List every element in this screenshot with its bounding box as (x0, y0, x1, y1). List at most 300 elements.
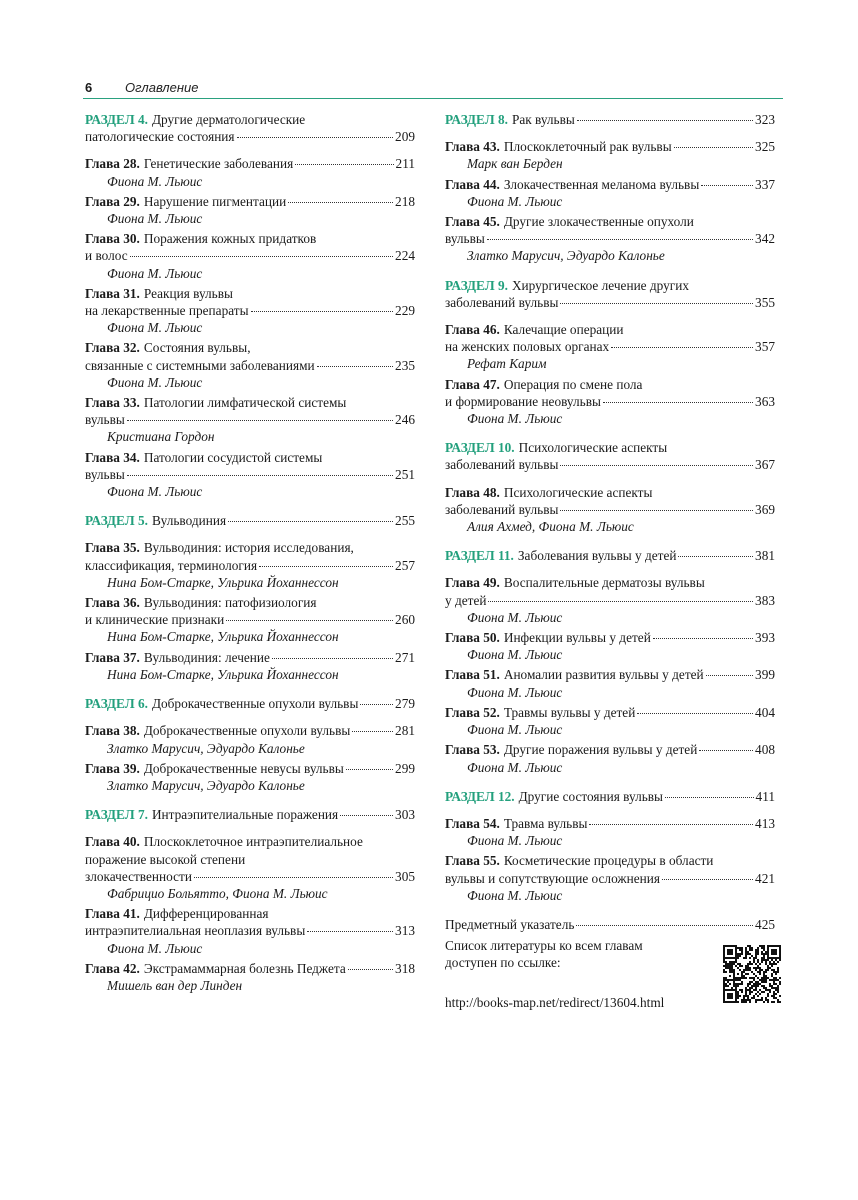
page-number-ref: 246 (395, 412, 415, 428)
chapter-label: Глава 50. (445, 630, 500, 646)
entry-title: злокачественности (85, 868, 192, 884)
chapter-label: Глава 28. (85, 156, 140, 172)
toc-line (445, 916, 775, 933)
toc-chapter[interactable] (85, 539, 415, 591)
entry-title: Интраэпителиальные поражения (151, 807, 339, 823)
page-number-ref: 224 (395, 248, 415, 264)
entry-title: на лекарственные препараты (85, 303, 249, 319)
page-number: 6 (85, 80, 93, 95)
chapter-label: Глава 52. (445, 704, 500, 720)
chapter-author: Нина Бом-Старке, Ульрика Йоханнессон (107, 666, 339, 682)
chapter-label: Глава 39. (85, 760, 140, 776)
toc-chapter[interactable] (445, 321, 775, 373)
entry-title: и клинические признаки (85, 612, 225, 628)
page-number-ref: 251 (395, 466, 415, 482)
chapter-author: Фиона М. Льюис (467, 609, 563, 625)
entry-title: Инфекции вульвы у детей (503, 630, 651, 646)
chapter-author: Фиона М. Льюис (107, 320, 203, 336)
toc-chapter[interactable] (445, 629, 775, 663)
toc-section[interactable] (445, 277, 775, 311)
toc-chapter[interactable] (85, 449, 415, 501)
entry-title: Заболевания вульвы у детей (517, 548, 677, 564)
toc-line (445, 176, 775, 193)
entry-title: Вульводиния: патофизиология (143, 595, 317, 611)
dot-leader (706, 675, 753, 676)
toc-line (445, 277, 775, 294)
chapter-label: Глава 29. (85, 193, 140, 209)
toc-chapter[interactable] (85, 760, 415, 794)
entry-title: Травма вульвы (503, 815, 588, 831)
entry-title: интраэпителиальная неоплазия вульвы (85, 923, 306, 939)
toc-section[interactable] (85, 695, 415, 712)
entry-title: Плоскоклеточный рак вульвы (503, 139, 672, 155)
chapter-author: Фиона М. Льюис (107, 940, 203, 956)
dot-leader (662, 879, 753, 880)
section-label: РАЗДЕЛ 9. (445, 277, 508, 293)
dot-leader (678, 556, 753, 557)
dot-leader (127, 475, 393, 476)
dot-leader (665, 797, 754, 798)
dot-leader (487, 239, 753, 240)
chapter-label: Глава 43. (445, 139, 500, 155)
toc-section[interactable] (85, 111, 415, 145)
chapter-author: Златко Марусич, Эдуардо Калонье (107, 740, 305, 756)
page-number-ref: 299 (395, 760, 415, 776)
page-number-ref: 369 (755, 501, 775, 517)
toc-line (85, 449, 415, 466)
page-number-ref: 218 (395, 193, 415, 209)
toc-line (445, 501, 775, 518)
toc-chapter[interactable] (85, 594, 415, 646)
chapter-author: Фиона М. Льюис (467, 722, 563, 738)
dot-leader (611, 347, 753, 348)
page-number-ref: 367 (755, 457, 775, 473)
running-title: Оглавление (125, 80, 199, 95)
toc-line (445, 574, 775, 591)
chapter-author: Кристиана Гордон (107, 429, 215, 445)
chapter-label: Глава 49. (445, 575, 500, 591)
toc-line (445, 788, 775, 805)
entry-title: Другие злокачественные опухоли (503, 214, 694, 230)
chapter-label: Глава 44. (445, 176, 500, 192)
chapter-label: Глава 45. (445, 214, 500, 230)
entry-title: Поражения кожных придатков (143, 231, 317, 247)
dot-leader (340, 815, 393, 816)
toc-line (445, 393, 775, 410)
toc-line (85, 922, 415, 939)
toc-section[interactable] (445, 111, 775, 128)
chapter-label: Глава 48. (445, 484, 500, 500)
toc-line (85, 128, 415, 145)
page-number-ref: 411 (755, 788, 775, 804)
chapter-label: Глава 53. (445, 742, 500, 758)
toc-line (85, 833, 415, 850)
toc-line (445, 213, 775, 230)
entry-title: Доброкачественные опухоли вульвы (151, 696, 359, 712)
dot-leader (560, 465, 753, 466)
page-number-ref: 313 (395, 923, 415, 939)
dot-leader (352, 731, 393, 732)
dot-leader (295, 164, 393, 165)
toc-line (85, 193, 415, 210)
page-number-ref: 281 (395, 723, 415, 739)
chapter-label: Глава 42. (85, 960, 140, 976)
entry-title: Косметические процедуры в области (503, 853, 714, 869)
toc-line (445, 870, 775, 887)
chapter-label: Глава 41. (85, 906, 140, 922)
section-label: РАЗДЕЛ 5. (85, 513, 148, 529)
page-number-ref: 235 (395, 357, 415, 373)
dot-leader (288, 202, 393, 203)
toc-chapter[interactable] (85, 155, 415, 189)
dot-leader (130, 256, 393, 257)
dot-leader (699, 750, 753, 751)
literature-text-line: доступен по ссылке: (445, 955, 561, 971)
literature-note (445, 937, 775, 1011)
entry-title: Другие дерматологические (151, 112, 306, 127)
dot-leader (488, 601, 753, 602)
entry-title: Рак вульвы (511, 112, 575, 127)
toc-chapter[interactable] (445, 213, 775, 265)
page-number-ref: 408 (755, 742, 775, 758)
dot-leader (317, 366, 393, 367)
entry-title: Реакция вульвы (143, 285, 233, 301)
page-number-ref: 323 (755, 112, 775, 127)
entry-title: Доброкачественные невусы вульвы (143, 760, 344, 776)
toc-line (85, 247, 415, 264)
chapter-author: Фабрицио Больятто, Фиона М. Льюис (107, 885, 328, 901)
page-number-ref: 381 (755, 548, 775, 564)
entry-title: Хирургическое лечение других (511, 277, 690, 293)
entry-title: заболеваний вульвы (445, 457, 559, 473)
entry-title: поражение высокой степени (85, 851, 246, 867)
entry-title: Психологические аспекты (518, 440, 668, 456)
toc-line (85, 722, 415, 739)
section-label: РАЗДЕЛ 4. (85, 112, 148, 127)
toc-section[interactable] (85, 806, 415, 823)
toc-chapter[interactable] (85, 905, 415, 957)
toc-line (445, 376, 775, 393)
toc-line (85, 155, 415, 172)
chapter-label: Глава 33. (85, 395, 140, 411)
entry-title: Другие поражения вульвы у детей (503, 742, 698, 758)
toc-line (85, 760, 415, 777)
chapter-author: Алия Ахмед, Фиона М. Льюис (467, 519, 634, 535)
toc-line (85, 557, 415, 574)
entry-title: вульвы (445, 231, 485, 247)
toc-chapter[interactable] (445, 376, 775, 428)
toc-chapter[interactable] (445, 666, 775, 700)
chapter-label: Глава 46. (445, 322, 500, 338)
toc-line (445, 704, 775, 721)
entry-title: на женских половых органах (445, 339, 610, 355)
dot-leader (251, 311, 394, 312)
chapter-author: Златко Марусич, Эдуардо Калонье (467, 248, 665, 264)
dot-leader (653, 638, 753, 639)
toc-chapter[interactable] (445, 176, 775, 210)
toc-chapter[interactable] (445, 815, 775, 849)
dot-leader (603, 402, 753, 403)
chapter-author: Нина Бом-Старке, Ульрика Йоханнессон (107, 629, 339, 645)
entry-title: классификация, терминология (85, 557, 258, 573)
dot-leader (360, 704, 393, 705)
page-number-ref: 393 (755, 630, 775, 646)
toc-line (445, 294, 775, 311)
toc-left-column (85, 111, 415, 997)
chapter-label: Глава 36. (85, 595, 140, 611)
page-number-ref: 363 (755, 393, 775, 409)
page-number-ref: 305 (395, 868, 415, 884)
dot-leader (259, 566, 393, 567)
entry-title: Доброкачественные опухоли вульвы (143, 723, 351, 739)
toc-line (445, 547, 775, 564)
toc-chapter[interactable] (445, 574, 775, 626)
toc-line (85, 806, 415, 823)
chapter-label: Глава 51. (445, 667, 500, 683)
toc-chapter[interactable] (85, 285, 415, 337)
entry-title: Вульводиния: история исследования, (143, 540, 354, 556)
toc-line (85, 868, 415, 885)
entry-title: Злокачественная меланома вульвы (503, 176, 700, 192)
entry-title: Психологические аспекты (503, 484, 653, 500)
dot-leader (560, 303, 753, 304)
page-number-ref: 260 (395, 612, 415, 628)
page-number-ref: 257 (395, 557, 415, 573)
page-number-ref: 303 (395, 807, 415, 823)
chapter-label: Глава 30. (85, 231, 140, 247)
toc-chapter[interactable] (445, 138, 775, 172)
dot-leader (237, 137, 394, 138)
dot-leader (346, 769, 393, 770)
chapter-author: Фиона М. Льюис (467, 833, 563, 849)
header-rule (83, 98, 783, 99)
dot-leader (307, 931, 393, 932)
chapter-label: Глава 35. (85, 540, 140, 556)
toc-chapter[interactable] (445, 704, 775, 738)
entry-title: Вульводиния: лечение (143, 649, 270, 665)
page-number-ref: 413 (755, 815, 775, 831)
chapter-label: Глава 32. (85, 340, 140, 356)
dot-leader (228, 521, 393, 522)
chapter-label: Глава 38. (85, 723, 140, 739)
chapter-label: Глава 31. (85, 285, 140, 301)
toc-line (85, 539, 415, 556)
toc-chapter[interactable] (85, 394, 415, 446)
chapter-label: Глава 34. (85, 449, 140, 465)
toc-chapter[interactable] (85, 833, 415, 902)
toc-line (85, 394, 415, 411)
entry-title: Плоскоклеточное интраэпителиальное (143, 834, 363, 850)
chapter-author: Фиона М. Льюис (467, 647, 563, 663)
entry-title: Другие состояния вульвы (518, 788, 663, 804)
chapter-author: Фиона М. Льюис (107, 211, 203, 227)
entry-title: заболеваний вульвы (445, 501, 559, 517)
toc-line (85, 466, 415, 483)
toc-section[interactable] (445, 547, 775, 564)
chapter-label: Глава 37. (85, 649, 140, 665)
page-number-ref: 425 (755, 916, 775, 932)
toc-line (85, 960, 415, 977)
toc-chapter[interactable] (445, 852, 775, 904)
toc-line (445, 230, 775, 247)
chapter-author: Фиона М. Льюис (107, 173, 203, 189)
toc-line (445, 456, 775, 473)
entry-title: вульвы (85, 412, 125, 428)
toc-line (445, 111, 775, 128)
page-number-ref: 342 (755, 231, 775, 247)
page-number-ref: 404 (755, 704, 775, 720)
entry-title: заболеваний вульвы (445, 294, 559, 310)
toc-chapter[interactable] (85, 722, 415, 756)
chapter-author: Фиона М. Льюис (107, 484, 203, 500)
toc-line (85, 851, 415, 868)
chapter-author: Фиона М. Льюис (467, 684, 563, 700)
chapter-author: Фиона М. Льюис (467, 411, 563, 427)
toc-line (445, 815, 775, 832)
page-number-ref: 399 (755, 667, 775, 683)
entry-title: Предметный указатель (445, 916, 575, 932)
entry-title: Патологии лимфатической системы (143, 395, 347, 411)
literature-text-line: Список литературы ко всем главам (445, 938, 643, 954)
toc-section[interactable] (445, 788, 775, 805)
toc-line (445, 592, 775, 609)
toc-chapter[interactable] (85, 230, 415, 282)
dot-leader (701, 185, 753, 186)
toc-section[interactable] (85, 512, 415, 529)
toc-index-entry[interactable] (445, 916, 775, 933)
dot-leader (348, 969, 393, 970)
entry-title: патологические состояния (85, 129, 235, 145)
entry-title: Дифференцированная (143, 906, 269, 922)
dot-leader (272, 658, 393, 659)
chapter-label: Глава 55. (445, 853, 500, 869)
dot-leader (674, 147, 753, 148)
dot-leader (560, 510, 753, 511)
toc-line (85, 411, 415, 428)
dot-leader (194, 877, 393, 878)
entry-title: и формирование неовульвы (445, 393, 601, 409)
dot-leader (576, 925, 753, 926)
literature-url[interactable]: http://books-map.net/redirect/13604.html (445, 994, 665, 1010)
chapter-label: Глава 40. (85, 834, 140, 850)
page-number-ref: 325 (755, 139, 775, 155)
section-label: РАЗДЕЛ 12. (445, 788, 515, 804)
entry-title: Вульводиния (151, 513, 227, 529)
dot-leader (577, 120, 753, 121)
toc-line (445, 666, 775, 683)
entry-title: Патологии сосудистой системы (143, 449, 323, 465)
toc-section[interactable] (445, 439, 775, 473)
entry-title: у детей (445, 592, 487, 608)
entry-title: Операция по смене пола (503, 376, 643, 392)
toc-line (85, 230, 415, 247)
dot-leader (226, 620, 393, 621)
page-number-ref: 355 (755, 294, 775, 310)
entry-title: вульвы и сопутствующие осложнения (445, 870, 660, 886)
toc-chapter[interactable] (85, 960, 415, 994)
chapter-author: Рефат Карим (467, 356, 547, 372)
page-number-ref: 383 (755, 592, 775, 608)
toc-line (85, 302, 415, 319)
toc-chapter[interactable] (85, 339, 415, 391)
toc-line (445, 741, 775, 758)
section-label: РАЗДЕЛ 11. (445, 548, 514, 564)
toc-line (85, 357, 415, 374)
entry-title: Аномалии развития вульвы у детей (503, 667, 704, 683)
entry-title: вульвы (85, 466, 125, 482)
entry-title: Воспалительные дерматозы вульвы (503, 575, 705, 591)
section-label: РАЗДЕЛ 8. (445, 112, 508, 127)
page-number-ref: 279 (395, 696, 415, 712)
toc-line (85, 905, 415, 922)
page-number-ref: 255 (395, 513, 415, 529)
toc-right-column (445, 111, 775, 1011)
chapter-author: Фиона М. Льюис (107, 374, 203, 390)
entry-title: Генетические заболевания (143, 156, 294, 172)
toc-line (85, 594, 415, 611)
toc-line (85, 611, 415, 628)
toc-line (445, 338, 775, 355)
entry-title: Калечащие операции (503, 322, 624, 338)
chapter-author: Мишель ван дер Линден (107, 977, 243, 993)
page-number-ref: 357 (755, 339, 775, 355)
entry-title: Нарушение пигментации (143, 193, 287, 209)
entry-title: Состояния вульвы, (143, 340, 251, 356)
toc-line (85, 695, 415, 712)
chapter-author: Фиона М. Льюис (467, 193, 563, 209)
toc-line (445, 852, 775, 869)
page-number-ref: 211 (395, 156, 415, 172)
toc-line (445, 138, 775, 155)
chapter-author: Златко Марусич, Эдуардо Калонье (107, 777, 305, 793)
dot-leader (637, 713, 753, 714)
dot-leader (589, 824, 753, 825)
section-label: РАЗДЕЛ 7. (85, 807, 148, 823)
page-number-ref: 209 (395, 129, 415, 145)
toc-chapter[interactable] (445, 484, 775, 536)
toc-line (85, 111, 415, 128)
entry-title: Травмы вульвы у детей (503, 704, 636, 720)
toc-line (85, 649, 415, 666)
page-number-ref: 337 (755, 176, 775, 192)
toc-line (445, 321, 775, 338)
toc-chapter[interactable] (85, 193, 415, 227)
page-number-ref: 421 (755, 870, 775, 886)
toc-line (85, 512, 415, 529)
entry-title: связанные с системными заболеваниями (85, 357, 315, 373)
chapter-author: Нина Бом-Старке, Ульрика Йоханнессон (107, 574, 339, 590)
toc-line (445, 484, 775, 501)
chapter-author: Марк ван Берден (467, 156, 563, 172)
toc-line (445, 439, 775, 456)
toc-chapter[interactable] (445, 741, 775, 775)
chapter-author: Фиона М. Льюис (467, 759, 563, 775)
chapter-label: Глава 47. (445, 376, 500, 392)
chapter-author: Фиона М. Льюис (107, 265, 203, 281)
page-header (85, 80, 783, 100)
toc-line (85, 285, 415, 302)
toc-chapter[interactable] (85, 649, 415, 683)
section-label: РАЗДЕЛ 10. (445, 440, 515, 456)
toc-line (445, 629, 775, 646)
chapter-author: Фиона М. Льюис (467, 887, 563, 903)
qr-code-icon[interactable] (723, 945, 781, 1003)
page-number-ref: 318 (395, 960, 415, 976)
chapter-label: Глава 54. (445, 815, 500, 831)
page-number-ref: 229 (395, 303, 415, 319)
entry-title: Экстрамаммарная болезнь Педжета (143, 960, 346, 976)
entry-title: и волос (85, 248, 128, 264)
